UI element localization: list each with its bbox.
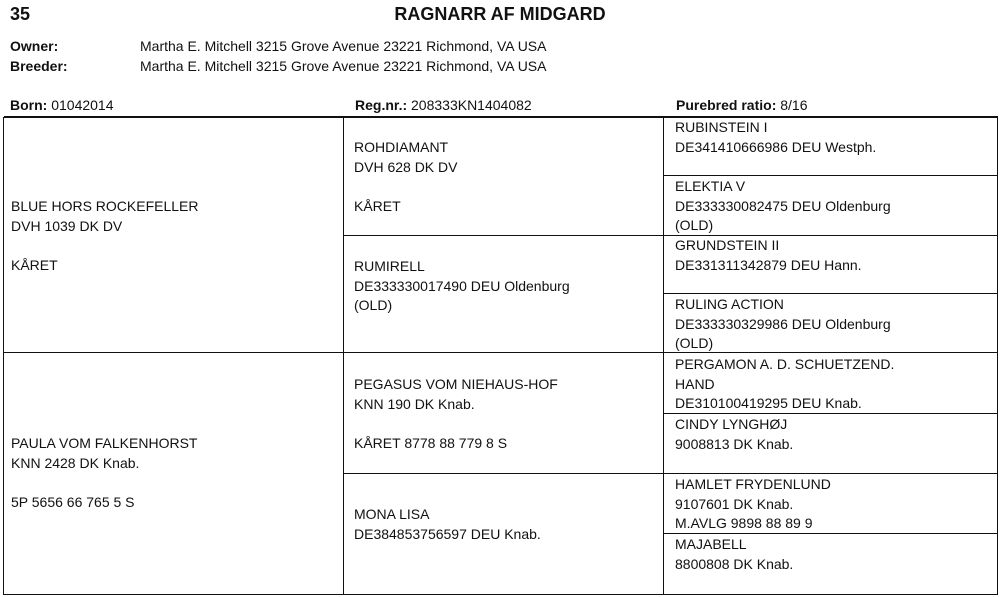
ratio-label: Purebred ratio: <box>676 97 777 113</box>
row-divider <box>343 473 997 474</box>
ggp-reg: DE341410666986 DEU Westph. <box>675 138 877 155</box>
ggp-cell-3 <box>675 236 995 275</box>
sire-sire-name: ROHDIAMANT <box>354 139 449 155</box>
sire-sire-reg: DVH 628 DK DV <box>354 158 458 175</box>
dam-note: 5P 5656 66 765 5 S <box>11 493 135 510</box>
sire-cell <box>11 197 341 275</box>
column-divider <box>663 117 664 594</box>
ggp-cell-8 <box>675 535 995 574</box>
ggp-name: RUBINSTEIN I <box>675 119 768 135</box>
dam-sire-reg: KNN 190 DK Knab. <box>354 395 475 412</box>
ggp-cell-5 <box>675 355 995 414</box>
ggp-name: GRUNDSTEIN II <box>675 237 780 253</box>
ggp-reg: 9107601 DK Knab. <box>675 495 794 512</box>
born-info <box>10 97 114 113</box>
dam-sire-note: KÅRET 8778 88 779 8 S <box>354 434 508 451</box>
dam-sire-cell <box>354 375 660 453</box>
ggp-name: HAMLET FRYDENLUND <box>675 476 831 492</box>
sire-note: KÅRET <box>11 256 58 273</box>
sire-sire-cell <box>354 138 660 216</box>
ggp-cell-2 <box>675 177 995 236</box>
born-value: 01042014 <box>51 97 114 113</box>
born-label: Born: <box>10 97 48 113</box>
ggp-reg: DE333330329986 DEU Oldenburg <box>675 315 891 332</box>
ggp-reg: 8800808 DK Knab. <box>675 555 794 572</box>
ratio-info <box>676 97 808 113</box>
horse-name-title: RAGNARR AF MIDGARD <box>394 4 606 24</box>
ggp-extra: M.AVLG 9898 88 89 9 <box>675 515 813 531</box>
ggp-cell-7 <box>675 475 995 534</box>
dam-cell <box>11 434 341 512</box>
ggp-name-cont: HAND <box>675 375 715 392</box>
sire-dam-name: RUMIRELL <box>354 258 425 274</box>
ggp-reg: DE310100419295 DEU Knab. <box>675 395 862 411</box>
dam-dam-reg: DE384853756597 DEU Knab. <box>354 525 541 542</box>
row-divider <box>663 293 997 294</box>
ggp-cell-4 <box>675 295 995 354</box>
ggp-reg: 9008813 DK Knab. <box>675 435 794 452</box>
dam-reg: KNN 2428 DK Knab. <box>11 454 140 471</box>
ggp-name: CINDY LYNGHØJ <box>675 416 788 432</box>
dam-dam-name: MONA LISA <box>354 506 430 522</box>
ggp-cell-1 <box>675 118 995 157</box>
ggp-reg: DE331311342879 DEU Hann. <box>675 256 862 273</box>
ggp-name: PERGAMON A. D. SCHUETZEND. <box>675 356 895 372</box>
breeder-label: Breeder: <box>10 58 68 74</box>
sire-name: BLUE HORS ROCKEFELLER <box>11 198 199 214</box>
sire-dam-reg: DE333330017490 DEU Oldenburg <box>354 277 570 294</box>
reg-info <box>355 97 532 113</box>
catalog-number: 35 <box>10 4 31 24</box>
ggp-cell-6 <box>675 415 995 454</box>
dam-name: PAULA VOM FALKENHORST <box>11 435 198 451</box>
column-divider <box>343 117 344 594</box>
sire-sire-note: KÅRET <box>354 197 401 214</box>
row-divider <box>663 175 997 176</box>
sire-dam-cell <box>354 257 660 316</box>
ggp-reg: DE333330082475 DEU Oldenburg <box>675 197 891 214</box>
sire-dam-extra: (OLD) <box>354 297 393 313</box>
pedigree-table <box>3 117 998 595</box>
owner-label: Owner: <box>10 38 59 54</box>
reg-value: 208333KN1404082 <box>411 97 532 113</box>
ggp-name: RULING ACTION <box>675 296 784 312</box>
ggp-extra: (OLD) <box>675 335 714 351</box>
ggp-extra: (OLD) <box>675 217 714 233</box>
reg-label: Reg.nr.: <box>355 97 408 113</box>
dam-sire-name: PEGASUS VOM NIEHAUS-HOF <box>354 376 558 392</box>
ratio-value: 8/16 <box>780 97 808 113</box>
owner-value: Martha E. Mitchell 3215 Grove Avenue 23221 Richmond, VA USA <box>140 38 547 54</box>
sire-reg: DVH 1039 DK DV <box>11 217 123 234</box>
ggp-name: ELEKTIA V <box>675 178 746 194</box>
ggp-name: MAJABELL <box>675 536 747 552</box>
dam-dam-cell <box>354 505 660 544</box>
breeder-value: Martha E. Mitchell 3215 Grove Avenue 23221 Richmond, VA USA <box>140 58 547 74</box>
